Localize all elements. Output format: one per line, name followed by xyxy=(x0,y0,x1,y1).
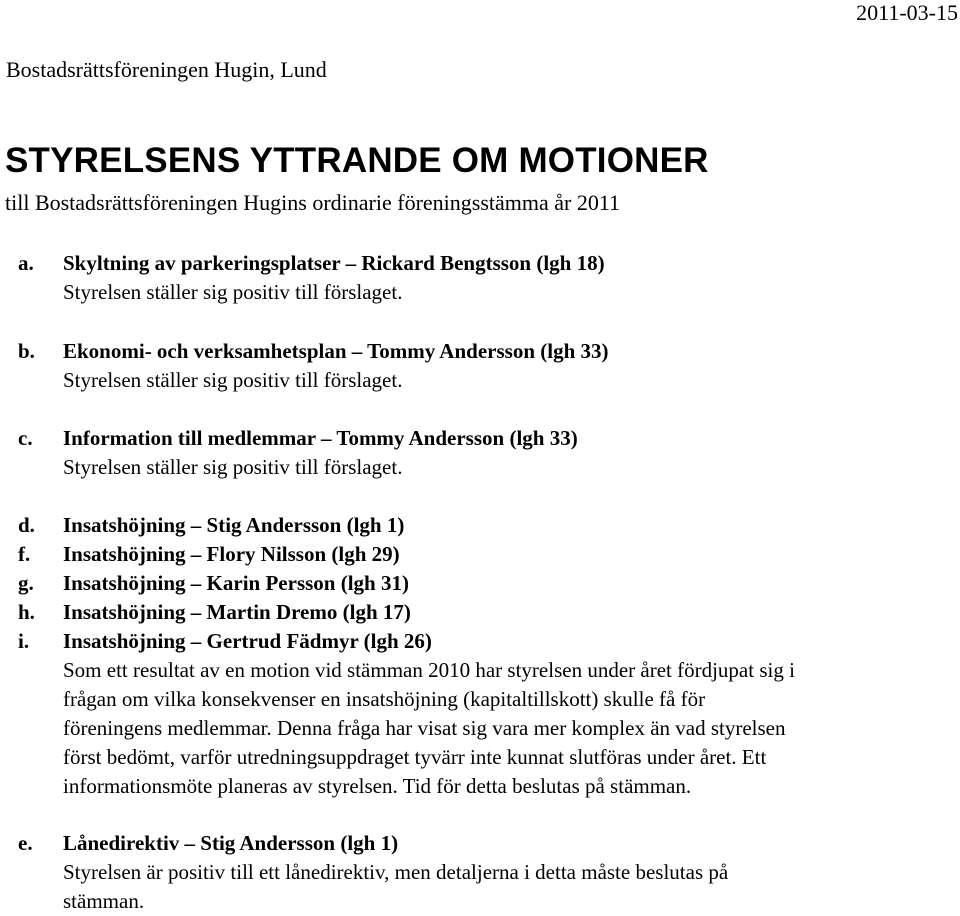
document-date: 2011-03-15 xyxy=(856,0,958,25)
motion-item-d xyxy=(18,511,948,540)
motion-item-f xyxy=(18,540,948,569)
organization-name: Bostadsrättsföreningen Hugin, Lund xyxy=(6,57,327,82)
item-heading: Insatshöjning – Karin Persson (lgh 31) xyxy=(63,571,409,595)
motion-item-h xyxy=(18,598,948,627)
item-heading: Ekonomi- och verksamhetsplan – Tommy Andersson (lgh 33) xyxy=(63,339,609,363)
motion-item-b xyxy=(18,337,948,395)
item-heading: Insatshöjning – Martin Dremo (lgh 17) xyxy=(63,600,411,624)
motion-item-i xyxy=(18,627,948,801)
item-letter: i. xyxy=(18,629,30,653)
item-letter: b. xyxy=(18,339,35,363)
item-letter: d. xyxy=(18,513,35,537)
item-heading: Insatshöjning – Stig Andersson (lgh 1) xyxy=(63,513,405,537)
item-letter: g. xyxy=(18,571,34,595)
item-letter: e. xyxy=(18,831,33,855)
item-response-line: Styrelsen är positiv till ett lånedirektiv, men detaljerna i detta måste beslutas på xyxy=(63,860,729,884)
item-response: Styrelsen ställer sig positiv till förslaget. xyxy=(63,455,403,479)
item-response: Styrelsen ställer sig positiv till förslaget. xyxy=(63,368,403,392)
motion-item-a xyxy=(18,249,948,307)
item-heading: Insatshöjning – Flory Nilsson (lgh 29) xyxy=(63,542,400,566)
item-heading: Information till medlemmar – Tommy Andersson (lgh 33) xyxy=(63,426,578,450)
item-heading: Insatshöjning – Gertrud Fädmyr (lgh 26) xyxy=(63,629,432,653)
item-heading: Skyltning av parkeringsplatser – Rickard Bengtsson (lgh 18) xyxy=(63,251,605,275)
item-response-line: Som ett resultat av en motion vid stämman 2010 har styrelsen under året fördjupat sig i xyxy=(63,658,795,682)
item-response-line: stämman. xyxy=(63,889,145,913)
item-letter: a. xyxy=(18,251,34,275)
motion-item-c xyxy=(18,424,948,482)
motion-item-e xyxy=(18,829,948,916)
item-letter: f. xyxy=(18,542,31,566)
item-heading: Lånedirektiv – Stig Andersson (lgh 1) xyxy=(63,831,399,855)
item-letter: h. xyxy=(18,600,35,624)
item-response-line: informationsmöte planeras av styrelsen. Tid för detta beslutas på stämman. xyxy=(63,774,692,798)
item-response: Styrelsen ställer sig positiv till förslaget. xyxy=(63,280,403,304)
item-letter: c. xyxy=(18,426,33,450)
page-subtitle: till Bostadsrättsföreningen Hugins ordinarie föreningsstämma år 2011 xyxy=(5,190,621,215)
item-response-line: frågan om vilka konsekvenser en insatshöjning (kapitaltillskott) skulle få för xyxy=(63,687,706,711)
item-response-line: först bedömt, varför utredningsuppdraget tyvärr inte kunnat slutföras under året. Ett xyxy=(63,745,767,769)
motion-item-g xyxy=(18,569,948,598)
item-response-line: föreningens medlemmar. Denna fråga har visat sig vara mer komplex än vad styrelsen xyxy=(63,716,786,740)
page-title: STYRELSENS YTTRANDE OM MOTIONER xyxy=(5,141,709,180)
